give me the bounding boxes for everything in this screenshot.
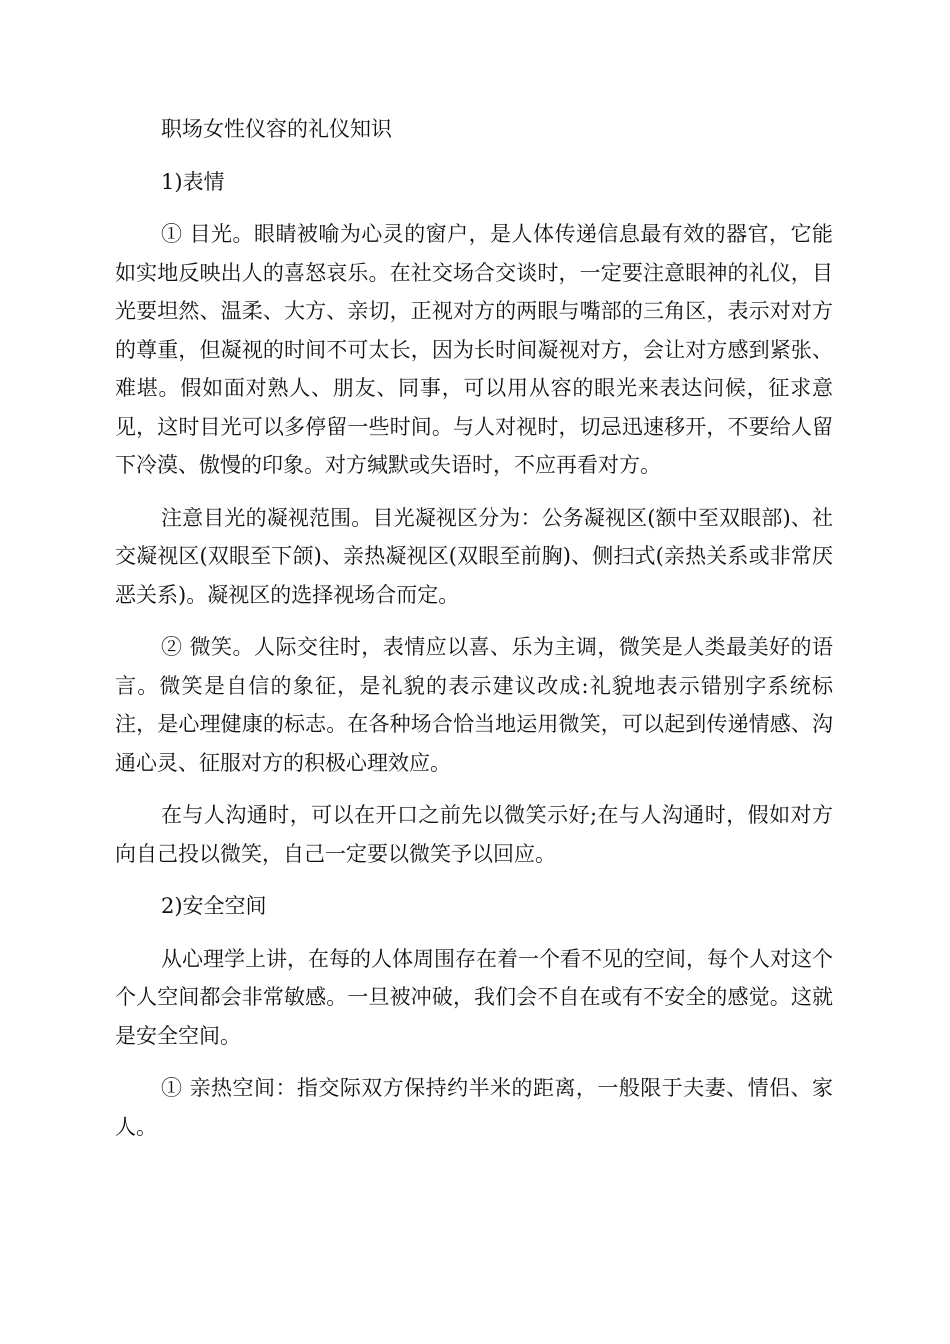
document-title: 职场女性仪容的礼仪知识 — [161, 117, 392, 141]
paragraph-intimate-space: ① 亲热空间：指交际双方保持约半米的距离，一般限于夫妻、情侣、家人。 — [115, 1076, 833, 1139]
section-heading-expression: 1)表情 — [161, 169, 225, 194]
paragraph-smile: ② 微笑。人际交往时，表情应以喜、乐为主调，微笑是人类最美好的语言。微笑是自信的象征，是礼貌的表示建议改成:礼貌地表示错别字系统标注，是心理健康的标志。在各种场合恰当地运用微笑，可以起到传递情感、沟通心灵、征服对方的积极心理效应。 — [115, 635, 833, 775]
paragraph-gaze: ① 目光。眼睛被喻为心灵的窗户，是人体传递信息最有效的器官，它能如实地反映出人的喜怒哀乐。在社交场合交谈时，一定要注意眼神的礼仪，目光要坦然、温柔、大方、亲切，正视对方的两眼与嘴部的三角区，表示对对方的尊重，但凝视的时间不可太长，因为长时间凝视对方，会让对方感到紧张、难堪。假如面对熟人、朋友、同事，可以用从容的眼光来表达问候，征求意见，这时目光可以多停留一些时间。与人对视时，切忌迅速移开，不要给人留下冷漠、傲慢的印象。对方缄默或失语时，不应再看对方。 — [115, 222, 833, 477]
paragraph-smile-response: 在与人沟通时，可以在开口之前先以微笑示好;在与人沟通时，假如对方向自己投以微笑，自己一定要以微笑予以回应。 — [115, 803, 833, 866]
paragraph-gaze-range: 注意目光的凝视范围。目光凝视区分为：公务凝视区(额中至双眼部)、社交凝视区(双眼至下颌)、亲热凝视区(双眼至前胸)、侧扫式(亲热关系或非常厌恶关系)。凝视区的选择视场合而定。 — [115, 505, 833, 607]
section-heading-safe-space: 2)安全空间 — [161, 894, 267, 918]
document-body — [115, 110, 833, 1160]
paragraph-safe-space: 从心理学上讲，在每的人体周围存在着一个看不见的空间，每个人对这个个人空间都会非常敏感。一旦被冲破，我们会不自在或有不安全的感觉。这就是安全空间。 — [115, 946, 833, 1048]
